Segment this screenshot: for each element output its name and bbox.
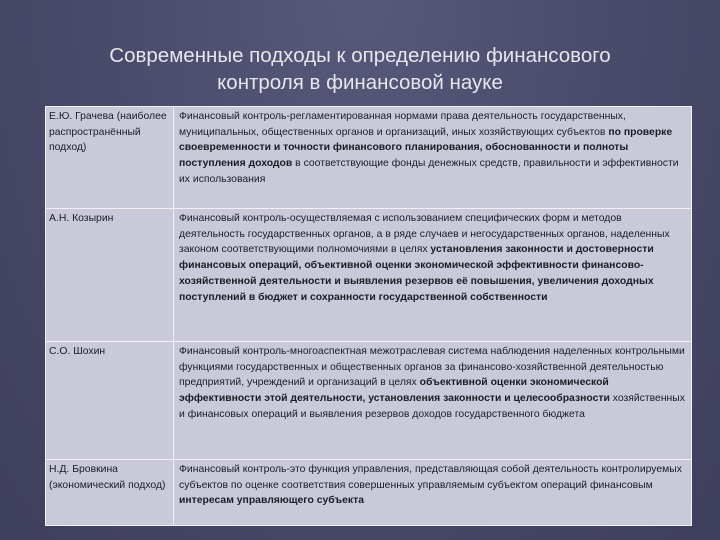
author-cell: Н.Д. Бровкина (экономический подход) bbox=[46, 460, 174, 526]
definition-cell bbox=[174, 460, 692, 526]
slide-title-line-2: контроля в финансовой науке bbox=[217, 71, 503, 94]
author-cell: Е.Ю. Грачева (наиболее распространённый подход) bbox=[46, 107, 174, 209]
author-cell: А.Н. Козырин bbox=[46, 209, 174, 342]
author-cell: С.О. Шохин bbox=[46, 342, 174, 460]
definition-cell bbox=[174, 342, 692, 460]
definition-emphasis: установления законности и достоверности финансовых операций, объективной оценки экономической эффективности финансово-хозяйственной деятельности и выявления резервов её повышения, увеличения доходных поступлений в бюджет и сохранности государственной собственности bbox=[179, 244, 654, 303]
definition-text: хозяйственных и финансовых операций и выявления резервов доходов государственного бюджета bbox=[179, 393, 685, 420]
definition-text: в соответствующие фонды денежных средств, правильности и эффективности их использования bbox=[179, 158, 679, 185]
table-row bbox=[46, 107, 692, 209]
definition-emphasis: объективной оценки экономической эффективности этой деятельности, установления законности и целесообразности bbox=[179, 377, 610, 405]
definition-cell bbox=[174, 107, 692, 209]
definition-text: Финансовый контроль-многоаспектная межотраслевая система наблюдения наделенных контрольными функциями государственных и общественных органов за финансово-хозяйственной деятельностью предприятий, учреждений и организаций в целях bbox=[179, 346, 685, 389]
definition-text: Финансовый контроль-это функция управления, представляющая собой деятельность контролируемых субъектов по оценке соответствия совершенных управляемым субъектом операций финансовым bbox=[179, 464, 682, 491]
table-row bbox=[46, 342, 692, 460]
slide-title bbox=[40, 42, 680, 96]
table-row bbox=[46, 209, 692, 342]
definition-text: Финансовый контроль-осуществляемая с использованием специфических форм и методов деятельность государственных органов, а в ряде случаев и негосударственных органов, наделенных законом соответствующими полномочиями в целях bbox=[179, 213, 670, 256]
definition-emphasis: интересам управляющего субъекта bbox=[179, 495, 364, 507]
definition-text: Финансовый контроль-регламентированная нормами права деятельность государственных, муниципальных, общественных органов и организаций, иных хозяйствующих субъектов bbox=[179, 111, 626, 138]
approaches-table bbox=[45, 106, 692, 526]
table-row bbox=[46, 460, 692, 526]
definition-emphasis: по проверке своевременности и точности финансового планирования, обоснованности и полноты поступления доходов bbox=[179, 126, 673, 170]
definition-cell bbox=[174, 209, 692, 342]
slide-title-line-1: Современные подходы к определению финансового bbox=[109, 44, 611, 67]
